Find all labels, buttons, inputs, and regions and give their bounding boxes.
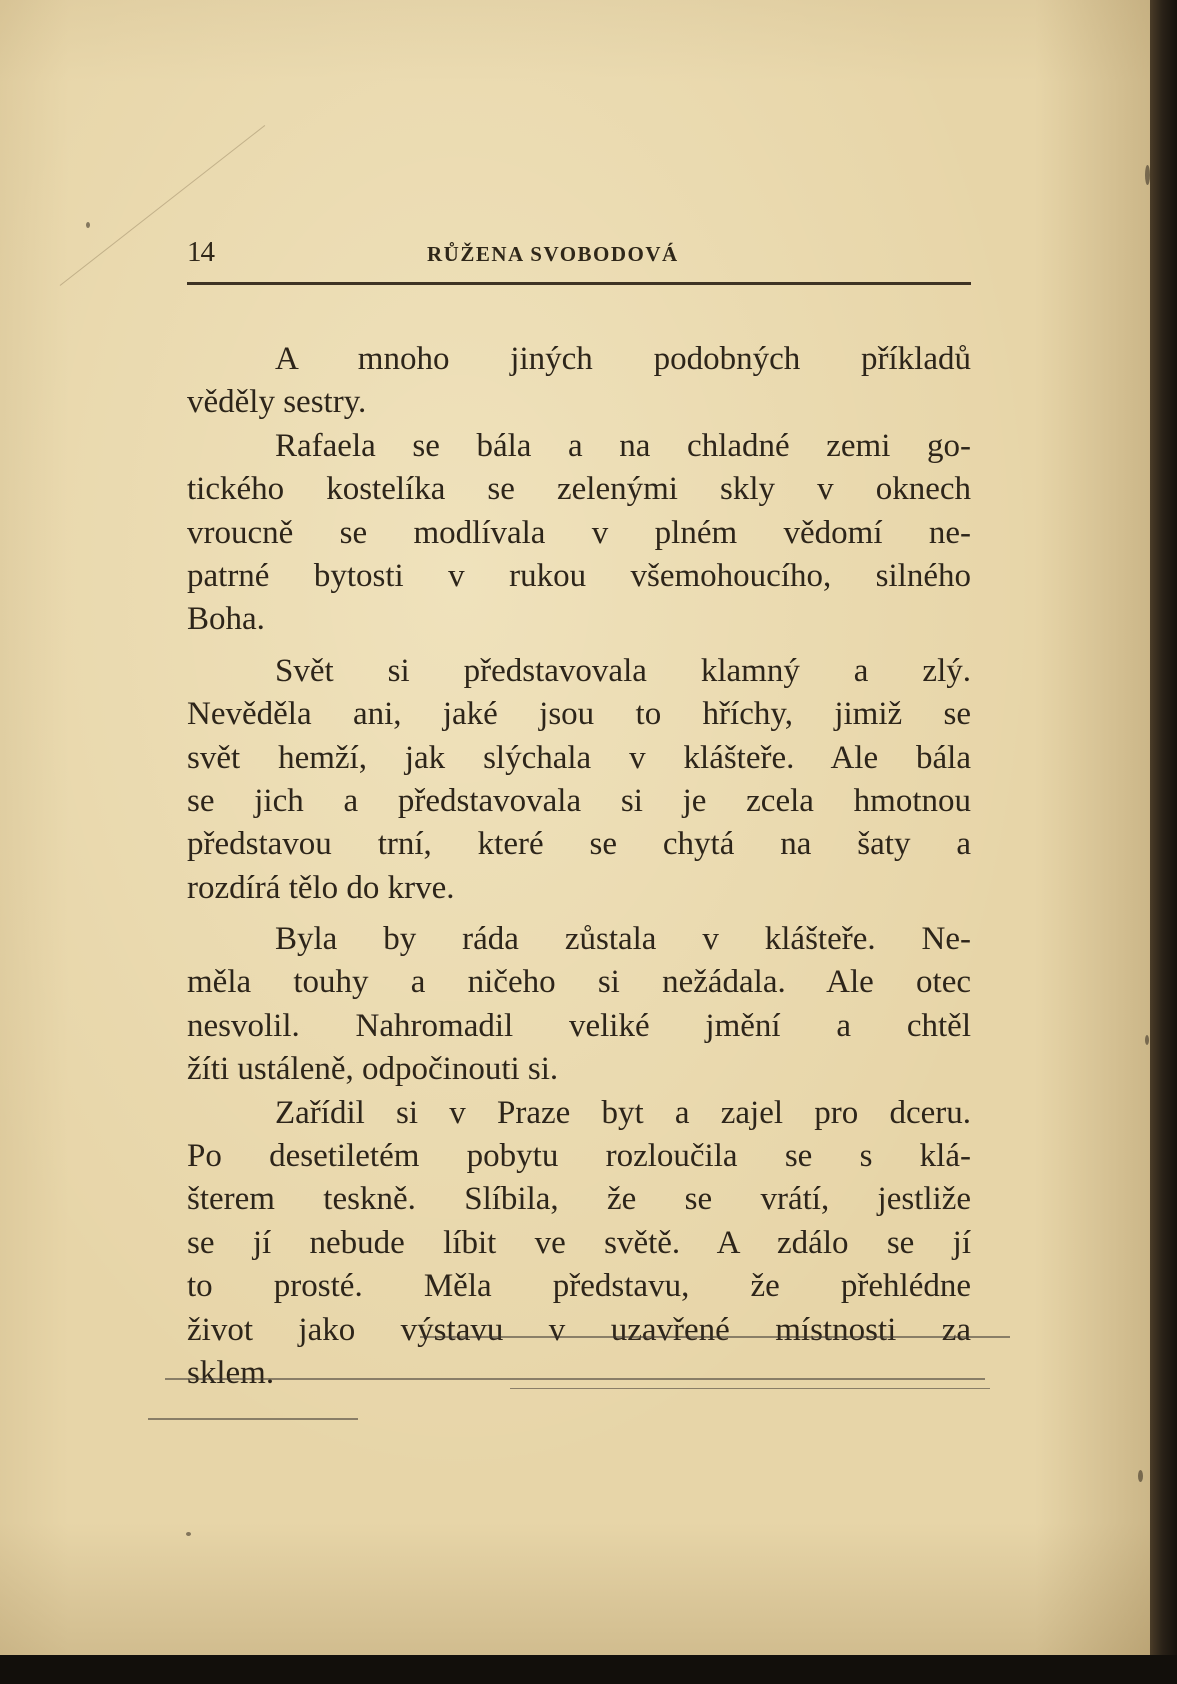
- ink-speck: [1145, 1035, 1149, 1045]
- text-line: tického kostelíka se zelenými skly v oknech: [187, 471, 971, 508]
- text-line: se jí nebude líbit ve světě. A zdálo se jí: [187, 1224, 971, 1261]
- pencil-underline: [165, 1378, 985, 1380]
- text-line: věděly sestry.: [187, 384, 367, 421]
- ink-speck: [1138, 1470, 1143, 1482]
- text-line: měla touhy a ničeho si nežádala. Ale otec: [187, 964, 971, 1001]
- text-line: Po desetiletém pobytu rozloučila se s klá-: [187, 1138, 971, 1175]
- page-number: 14: [187, 236, 214, 268]
- text-line: Nevěděla ani, jaké jsou to hříchy, jimiž se: [187, 696, 971, 733]
- book-spine: [1150, 0, 1177, 1684]
- text-line: žíti ustáleně, odpočinouti si.: [187, 1051, 559, 1088]
- text-line: vroucně se modlívala v plném vědomí ne-: [187, 514, 971, 551]
- paragraph: [187, 650, 971, 910]
- ink-speck: [186, 1532, 191, 1536]
- text-line: život jako výstavu v uzavřené místnosti za: [187, 1311, 971, 1348]
- paragraph-gap: [187, 642, 971, 650]
- text-line: svět hemží, jak slýchala v klášteře. Ale bála: [187, 739, 971, 776]
- text-line: představou trní, které se chytá na šaty a: [187, 826, 971, 863]
- text-line: se jich a představovala si je zcela hmotnou: [187, 782, 971, 819]
- paragraph: [187, 425, 971, 642]
- pencil-underline: [148, 1418, 358, 1420]
- text-line: sklem.: [187, 1354, 275, 1391]
- text-line: nesvolil. Nahromadil veliké jmění a chtěl: [187, 1007, 971, 1044]
- text-line: to prosté. Měla představu, že přehlédne: [187, 1268, 971, 1305]
- paragraph: [187, 1092, 971, 1396]
- text-line: patrné bytosti v rukou všemohoucího, silného: [187, 557, 971, 594]
- text-line: Byla by ráda zůstala v klášteře. Ne-: [275, 921, 971, 958]
- text-line: Rafaela se bála a na chladné zemi go-: [275, 427, 971, 464]
- book-bottom-edge: [0, 1655, 1177, 1684]
- paragraph-gap: [187, 910, 971, 918]
- paragraph: [187, 338, 971, 425]
- text-line: Zařídil si v Praze byt a zajel pro dceru.: [275, 1094, 971, 1131]
- pencil-underline: [510, 1388, 990, 1389]
- header-rule: [187, 282, 971, 285]
- ink-speck: [86, 222, 90, 228]
- text-line: šterem teskně. Slíbila, že se vrátí, jestliže: [187, 1181, 971, 1218]
- page-header: [187, 232, 971, 282]
- pencil-underline: [420, 1336, 1010, 1338]
- running-head: RŮŽENA SVOBODOVÁ: [427, 242, 679, 266]
- text-body: [187, 338, 971, 1395]
- paragraph: [187, 918, 971, 1092]
- text-line: A mnoho jiných podobných příkladů: [275, 341, 971, 377]
- text-line: rozdírá tělo do krve.: [187, 869, 455, 906]
- text-line: Svět si představovala klamný a zlý.: [275, 652, 971, 689]
- text-line: Boha.: [187, 601, 265, 638]
